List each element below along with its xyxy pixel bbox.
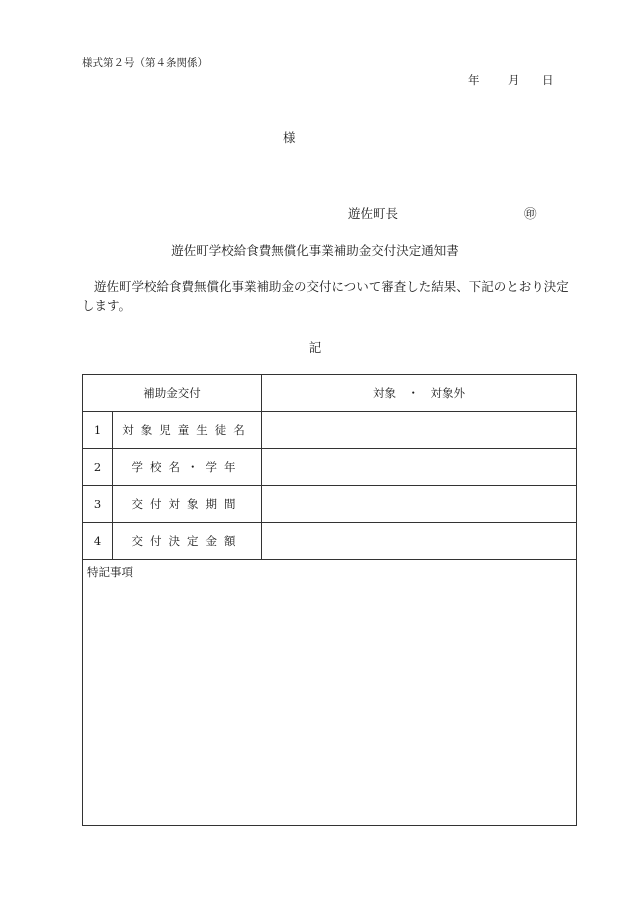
table-row bbox=[83, 412, 577, 449]
ki-label: 記 bbox=[308, 340, 322, 355]
row-number: 1 bbox=[83, 412, 113, 449]
document-title: 遊佐町学校給食費無償化事業補助金交付決定通知書 bbox=[171, 243, 459, 258]
notes-cell[interactable] bbox=[83, 560, 577, 826]
row-label: 交付決定金額 bbox=[113, 523, 262, 560]
notes-row bbox=[83, 560, 577, 826]
table-header-row bbox=[83, 375, 577, 412]
subsidy-table bbox=[82, 374, 577, 826]
date-year-label: 年 bbox=[468, 73, 480, 87]
row-value-amount[interactable] bbox=[262, 523, 577, 560]
addressee-suffix: 様 bbox=[283, 130, 296, 145]
row-number: 4 bbox=[83, 523, 113, 560]
row-label: 対象児童生徒名 bbox=[113, 412, 262, 449]
row-label: 学校名・学年 bbox=[113, 449, 262, 486]
form-number: 様式第２号（第４条関係） bbox=[82, 57, 208, 69]
row-number: 3 bbox=[83, 486, 113, 523]
row-value-student-name[interactable] bbox=[262, 412, 577, 449]
row-value-period[interactable] bbox=[262, 486, 577, 523]
table-row bbox=[83, 486, 577, 523]
header-value-cell: 対象 ・ 対象外 bbox=[262, 375, 577, 412]
date-day-label: 日 bbox=[542, 73, 554, 87]
row-number: 2 bbox=[83, 449, 113, 486]
seal-mark: ㊞ bbox=[524, 206, 537, 221]
header-label-cell: 補助金交付 bbox=[83, 375, 262, 412]
date-month-label: 月 bbox=[508, 73, 520, 87]
issuer-title: 遊佐町長 bbox=[348, 206, 399, 221]
row-value-school-grade[interactable] bbox=[262, 449, 577, 486]
body-text: 遊佐町学校給食費無償化事業補助金の交付について審査した結果、下記のとおり決定します。 bbox=[82, 279, 569, 313]
table-row bbox=[83, 523, 577, 560]
notes-label: 特記事項 bbox=[87, 565, 133, 579]
table-row bbox=[83, 449, 577, 486]
row-label: 交付対象期間 bbox=[113, 486, 262, 523]
